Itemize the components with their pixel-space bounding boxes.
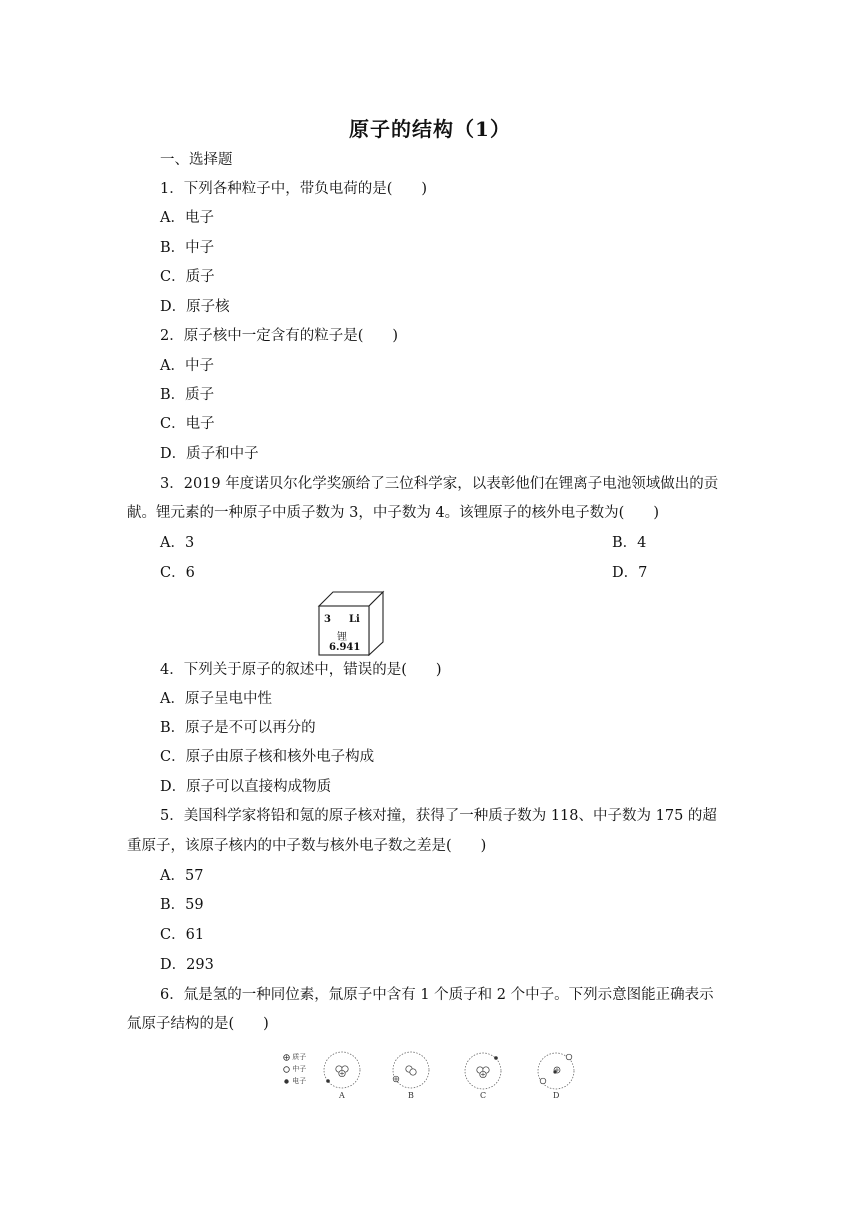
atom-diagrams-svg: [283, 1050, 583, 1096]
legend-proton-label: 质子: [292, 1053, 307, 1061]
section-heading: 一、选择题: [160, 152, 233, 168]
lithium-element-card: [317, 590, 385, 656]
question-4-option-b: B．原子是不可以再分的: [160, 720, 316, 736]
page-title: 原子的结构（1）: [349, 117, 511, 141]
question-5-stem-line1: 5．美国科学家将铅和氪的原子核对撞，获得了一种质子数为 118、中子数为 175 的超: [160, 808, 717, 824]
question-5-option-a: A．57: [160, 868, 204, 884]
atom-diagram-b: [393, 1052, 429, 1088]
legend-electron-label: 电子: [292, 1077, 307, 1085]
atom-diagram-d: [538, 1053, 574, 1089]
question-4-option-a: A．原子呈电中性: [160, 691, 272, 707]
atom-diagram-c-label: C: [480, 1091, 487, 1100]
atom-diagram-a: [324, 1052, 360, 1088]
question-2-option-c: C．电子: [160, 416, 215, 432]
element-symbol: Li: [349, 614, 360, 625]
question-3-option-a: A．3: [160, 535, 195, 551]
question-3-stem-line1: 3．2019 年度诺贝尔化学奖颁给了三位科学家，以表彰他们在锂离子电池领域做出的贡: [160, 476, 719, 492]
question-3-option-d: D．7: [612, 565, 648, 581]
atom-diagram-d-label: D: [553, 1091, 560, 1100]
element-atomic-mass: 6.941: [329, 642, 361, 653]
atom-diagram-a-label: A: [339, 1091, 345, 1100]
question-2-option-b: B．质子: [160, 387, 215, 403]
question-4-option-d: D．原子可以直接构成物质: [160, 779, 332, 795]
atom-diagram-c: [465, 1053, 501, 1089]
question-2-stem: 2．原子核中一定含有的粒子是( ): [160, 328, 399, 344]
question-1-option-b: B．中子: [160, 240, 215, 256]
question-5-option-b: B．59: [160, 897, 204, 913]
question-1-option-c: C．质子: [160, 269, 215, 285]
question-3-option-b: B．4: [612, 535, 647, 551]
question-3-option-c: C．6: [160, 565, 195, 581]
question-6-stem-line1: 6．氚是氢的一种同位素，氚原子中含有 1 个质子和 2 个中子。下列示意图能正确表示: [160, 987, 714, 1003]
question-4-option-c: C．原子由原子核和核外电子构成: [160, 749, 375, 765]
question-5-stem-line2: 重原子，该原子核内的中子数与核外电子数之差是( ): [127, 838, 487, 854]
element-name: 锂: [337, 632, 347, 643]
question-5-option-c: C．61: [160, 927, 205, 943]
element-atomic-number: 3: [324, 614, 331, 625]
question-2-option-a: A．中子: [160, 358, 214, 374]
question-3-stem-line2: 献。锂元素的一种原子中质子数为 3，中子数为 4。该锂原子的核外电子数为( ): [127, 505, 659, 521]
atom-diagram-b-label: B: [408, 1091, 414, 1100]
question-1-stem: 1．下列各种粒子中，带负电荷的是( ): [160, 181, 428, 197]
question-5-option-d: D．293: [160, 957, 214, 973]
atom-structure-diagrams: [283, 1050, 583, 1105]
question-2-option-d: D．质子和中子: [160, 446, 259, 462]
question-1-option-a: A．电子: [160, 210, 214, 226]
question-4-stem: 4．下列关于原子的叙述中，错误的是( ): [160, 662, 442, 678]
question-1-option-d: D．原子核: [160, 299, 230, 315]
question-6-stem-line2: 氚原子结构的是( ): [127, 1016, 269, 1032]
legend-neutron-label: 中子: [292, 1065, 307, 1073]
